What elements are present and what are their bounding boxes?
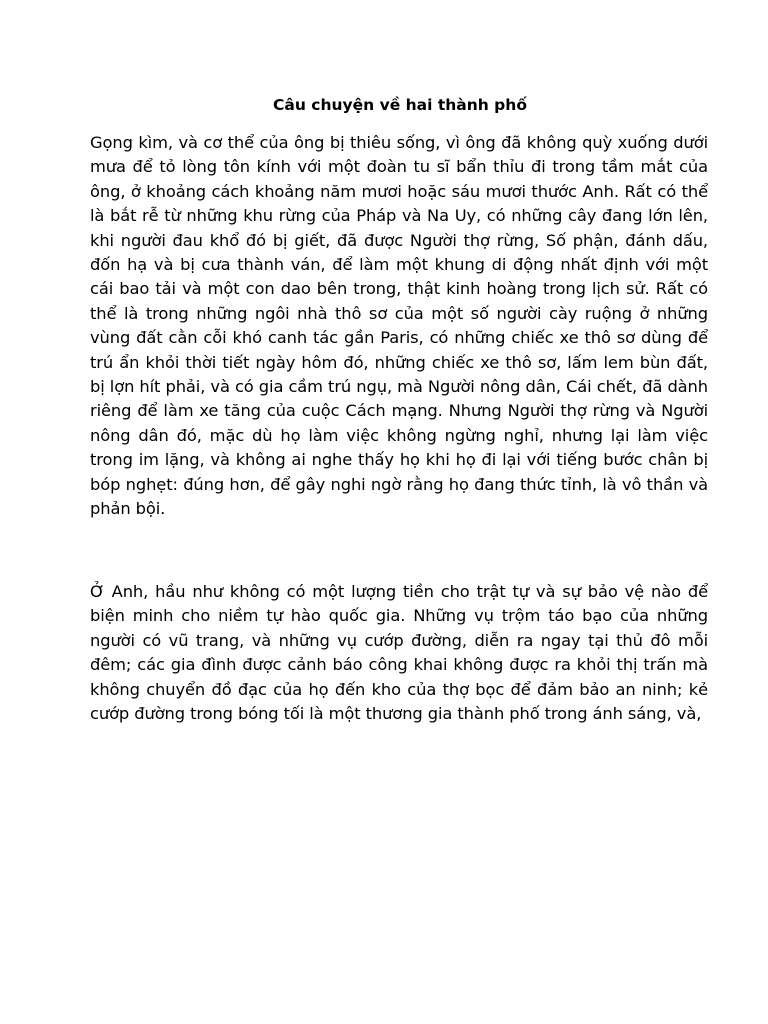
body-paragraph-2: Ở Anh, hầu như không có một lượng tiền cho trật tự và sự bảo vệ nào để biện minh cho niềm tự hào quốc gia. Những vụ trộm táo bạo của những người có vũ trang, và những vụ cướp đường, diễn ra ngay tại thủ đô mỗi đêm; các gia đình được cảnh báo công khai không được ra khỏi thị trấn mà không chuyển đồ đạc của họ đến kho của thợ bọc để đảm bảo an ninh; kẻ cướp đường trong bóng tối là một thương gia thành phố trong ánh sáng, và, <box>90 582 708 724</box>
body-paragraph-1: Gọng kìm, và cơ thể của ông bị thiêu sống, vì ông đã không quỳ xuống dưới mưa để tỏ lòng tôn kính với một đoàn tu sĩ bẩn thỉu đi trong tầm mắt của ông, ở khoảng cách khoảng năm mươi hoặc sáu mươi thước Anh. Rất có thể là bắt rễ từ những khu rừng của Pháp và Na Uy, có những cây đang lớn lên, khi người đau khổ đó bị giết, đã được Người thợ rừng, Số phận, đánh dấu, đốn hạ và bị cưa thành ván, để làm một khung di động nhất định với một cái bao tải và một con dao bên trong, thật kinh hoàng trong lịch sử. Rất có thể là trong những ngôi nhà thô sơ của một số người cày ruộng ở những vùng đất cằn cỗi khó canh tác gần Paris, có những chiếc xe thô sơ dùng để trú ẩn khỏi thời tiết ngày hôm đó, những chiếc xe thô sơ, lấm lem bùn đất, bị lợn hít phải, và có gia cầm trú ngụ, mà Người nông dân, Cái chết, đã dành riêng để làm xe tăng của cuộc Cách mạng. Nhưng Người thợ rừng và Người nông dân đó, mặc dù họ làm việc không ngừng nghỉ, nhưng lại làm việc trong im lặng, và không ai nghe thấy họ khi họ đi lại với tiếng bước chân bị bóp nghẹt: đúng hơn, để gây nghi ngờ rằng họ đang thức tỉnh, là vô thần và phản bội. <box>90 133 708 519</box>
document-title: Câu chuyện về hai thành phố <box>273 96 527 114</box>
